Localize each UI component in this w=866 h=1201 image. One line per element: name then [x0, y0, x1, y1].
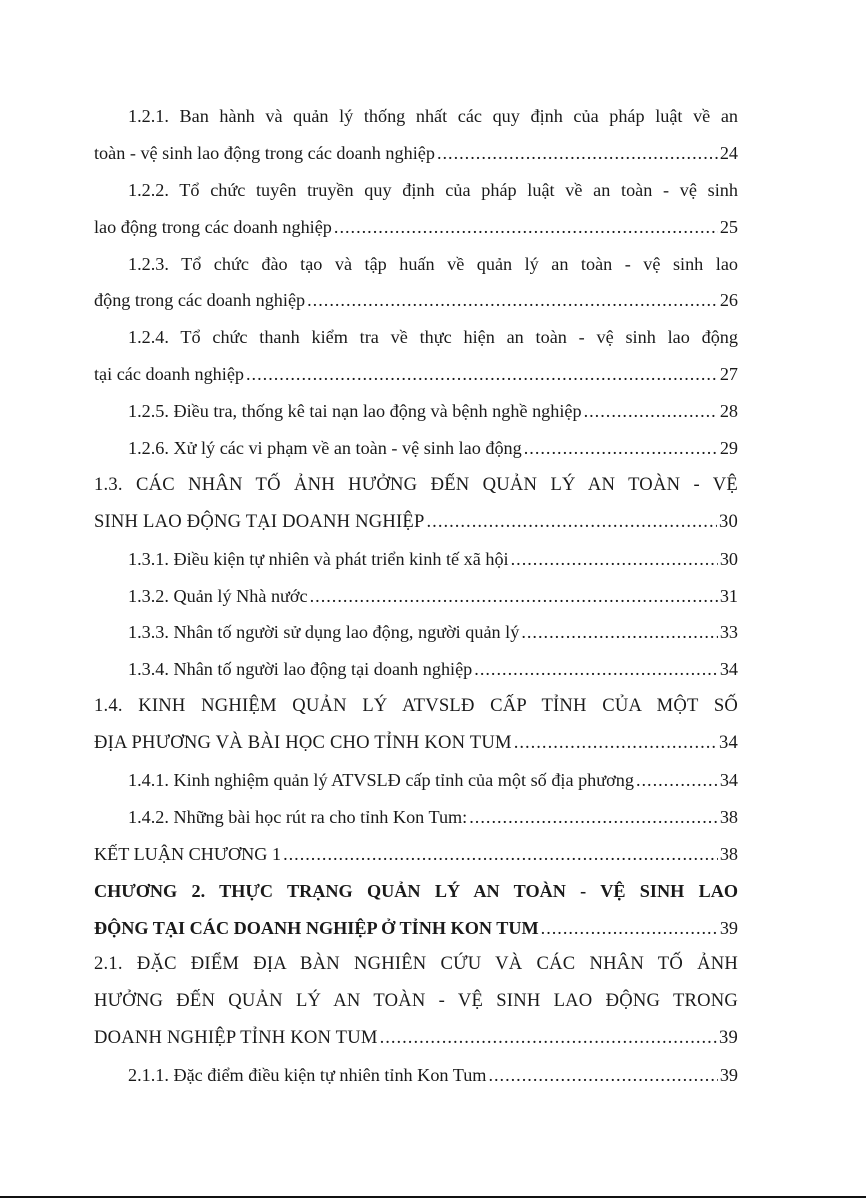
toc-entry-1-3-4[interactable]: [94, 651, 738, 688]
toc-entry-title: ĐỘNG TẠI CÁC DOANH NGHIỆP Ở TỈNH KON TUM: [94, 917, 539, 938]
toc-entry-title: DOANH NGHIỆP TỈNH KON TUM: [94, 1027, 378, 1049]
toc-entry-1-3[interactable]: [94, 504, 738, 541]
toc-entry-ket-luan-chuong-1[interactable]: [94, 836, 738, 873]
toc-entry-title: KẾT LUẬN CHƯƠNG 1: [94, 843, 282, 864]
toc-entry-title: 1.2.6. Xử lý các vi phạm về an toàn - vệ sinh lao động: [128, 438, 522, 459]
toc-entry-1-3-2[interactable]: [94, 578, 738, 615]
dot-leader: [469, 799, 718, 836]
toc-page-number: 28: [719, 401, 738, 422]
dot-leader: [474, 651, 718, 688]
toc-page-number: 30: [719, 548, 738, 569]
toc-page-number: 29: [719, 438, 738, 459]
toc-entry-2-1-1[interactable]: [94, 1057, 738, 1094]
toc-entry-title: 1.3.1. Điều kiện tự nhiên và phát triển kinh tế xã hội: [128, 548, 509, 569]
toc-entry-1-2-2-line1: 1.2.2. Tổ chức tuyên truyền quy định của pháp luật về an toàn - vệ sinh: [128, 179, 738, 200]
toc-entry-title: 1.3.4. Nhân tố người lao động tại doanh nghiệp: [128, 659, 473, 680]
dot-leader: [584, 393, 718, 430]
toc-page-number: 24: [719, 142, 738, 163]
toc-page-number: 38: [719, 806, 738, 827]
toc-entry-2-1[interactable]: [94, 1020, 738, 1057]
toc-entry-title: 1.4.1. Kinh nghiệm quản lý ATVSLĐ cấp tỉnh của một số địa phương: [128, 770, 634, 791]
toc-entry-1-2-4-line1: 1.2.4. Tổ chức thanh kiểm tra về thực hiện an toàn - vệ sinh lao động: [128, 327, 738, 348]
toc-page-number: 27: [719, 364, 738, 385]
toc-entry-1-4[interactable]: [94, 725, 738, 762]
toc-page-number: 38: [719, 843, 738, 864]
toc-page-number: 25: [719, 216, 738, 237]
dot-leader: [307, 282, 718, 319]
toc-page-number: 39: [719, 917, 738, 938]
dot-leader: [636, 762, 718, 799]
toc-entry-title: 1.3.3. Nhân tố người sử dụng lao động, người quản lý: [128, 622, 520, 643]
toc-page-number: 33: [719, 622, 738, 643]
table-of-contents: [94, 98, 738, 1094]
dot-leader: [380, 1020, 717, 1057]
toc-entry-title: động trong các doanh nghiệp: [94, 290, 306, 311]
toc-entry-1-3-1[interactable]: [94, 541, 738, 578]
toc-entry-1-4-1[interactable]: [94, 762, 738, 799]
toc-entry-title: tại các doanh nghiệp: [94, 364, 244, 385]
dot-leader: [541, 910, 718, 947]
dot-leader: [334, 209, 718, 246]
dot-leader: [514, 725, 717, 762]
toc-entry-title: ĐỊA PHƯƠNG VÀ BÀI HỌC CHO TỈNH KON TUM: [94, 732, 512, 754]
dot-leader: [427, 504, 717, 541]
toc-entry-1-2-3[interactable]: [94, 282, 738, 319]
toc-entry-title: 1.4.2. Những bài học rút ra cho tỉnh Kon Tum:: [128, 806, 468, 827]
dot-leader: [283, 836, 718, 873]
toc-entry-title: 1.3.2. Quản lý Nhà nước: [128, 585, 308, 606]
toc-entry-1-4-2[interactable]: [94, 799, 738, 836]
toc-entry-1-2-1-line1: 1.2.1. Ban hành và quản lý thống nhất các quy định của pháp luật về an: [128, 106, 738, 126]
toc-entry-1-2-3-line1: 1.2.3. Tổ chức đào tạo và tập huấn về quản lý an toàn - vệ sinh lao: [128, 253, 738, 274]
dot-leader: [310, 578, 718, 615]
toc-page-number: 30: [719, 510, 738, 532]
toc-entry-1-2-5[interactable]: [94, 393, 738, 430]
toc-entry-1-2-6[interactable]: [94, 430, 738, 467]
toc-entry-title: 1.2.5. Điều tra, thống kê tai nạn lao động và bệnh nghề nghiệp: [128, 401, 582, 422]
dot-leader: [488, 1057, 717, 1094]
toc-entry-1-4-line1: 1.4. KINH NGHIỆM QUẢN LÝ ATVSLĐ CẤP TỈNH CỦA MỘT SỐ: [94, 695, 738, 717]
toc-entry-title: SINH LAO ĐỘNG TẠI DOANH NGHIỆP: [94, 510, 425, 532]
toc-entry-chuong-2-line1: CHƯƠNG 2. THỰC TRẠNG QUẢN LÝ AN TOÀN - VỆ SINH LAO: [94, 880, 738, 901]
dot-leader: [521, 614, 717, 651]
toc-entry-chuong-2[interactable]: [94, 910, 738, 947]
toc-entry-title: toàn - vệ sinh lao động trong các doanh nghiệp: [94, 142, 435, 163]
toc-entry-2-1-line1: 2.1. ĐẶC ĐIỂM ĐỊA BÀN NGHIÊN CỨU VÀ CÁC NHÂN TỐ ẢNH: [94, 953, 738, 975]
toc-page-number: 34: [719, 770, 738, 791]
toc-entry-1-2-2[interactable]: [94, 209, 738, 246]
toc-page-number: 39: [719, 1027, 738, 1049]
page-bottom-border: [0, 1196, 866, 1198]
toc-entry-2-1-line2: HƯỞNG ĐẾN QUẢN LÝ AN TOÀN - VỆ SINH LAO ĐỘNG TRONG: [94, 990, 738, 1012]
toc-entry-1-2-1[interactable]: [94, 135, 738, 172]
toc-entry-title: 2.1.1. Đặc điểm điều kiện tự nhiên tỉnh Kon Tum: [128, 1065, 487, 1086]
dot-leader: [437, 135, 718, 172]
toc-entry-1-3-3[interactable]: [94, 614, 738, 651]
toc-entry-1-3-line1: 1.3. CÁC NHÂN TỐ ẢNH HƯỞNG ĐẾN QUẢN LÝ AN TOÀN - VỆ: [94, 473, 738, 495]
dot-leader: [524, 430, 718, 467]
toc-page-number: 39: [719, 1065, 738, 1086]
toc-page-number: 31: [719, 585, 738, 606]
toc-entry-title: lao động trong các doanh nghiệp: [94, 216, 332, 237]
toc-entry-1-2-4[interactable]: [94, 356, 738, 393]
toc-page-number: 26: [719, 290, 738, 311]
toc-page-number: 34: [719, 732, 738, 754]
toc-page-number: 34: [719, 659, 738, 680]
dot-leader: [246, 356, 718, 393]
dot-leader: [511, 541, 718, 578]
